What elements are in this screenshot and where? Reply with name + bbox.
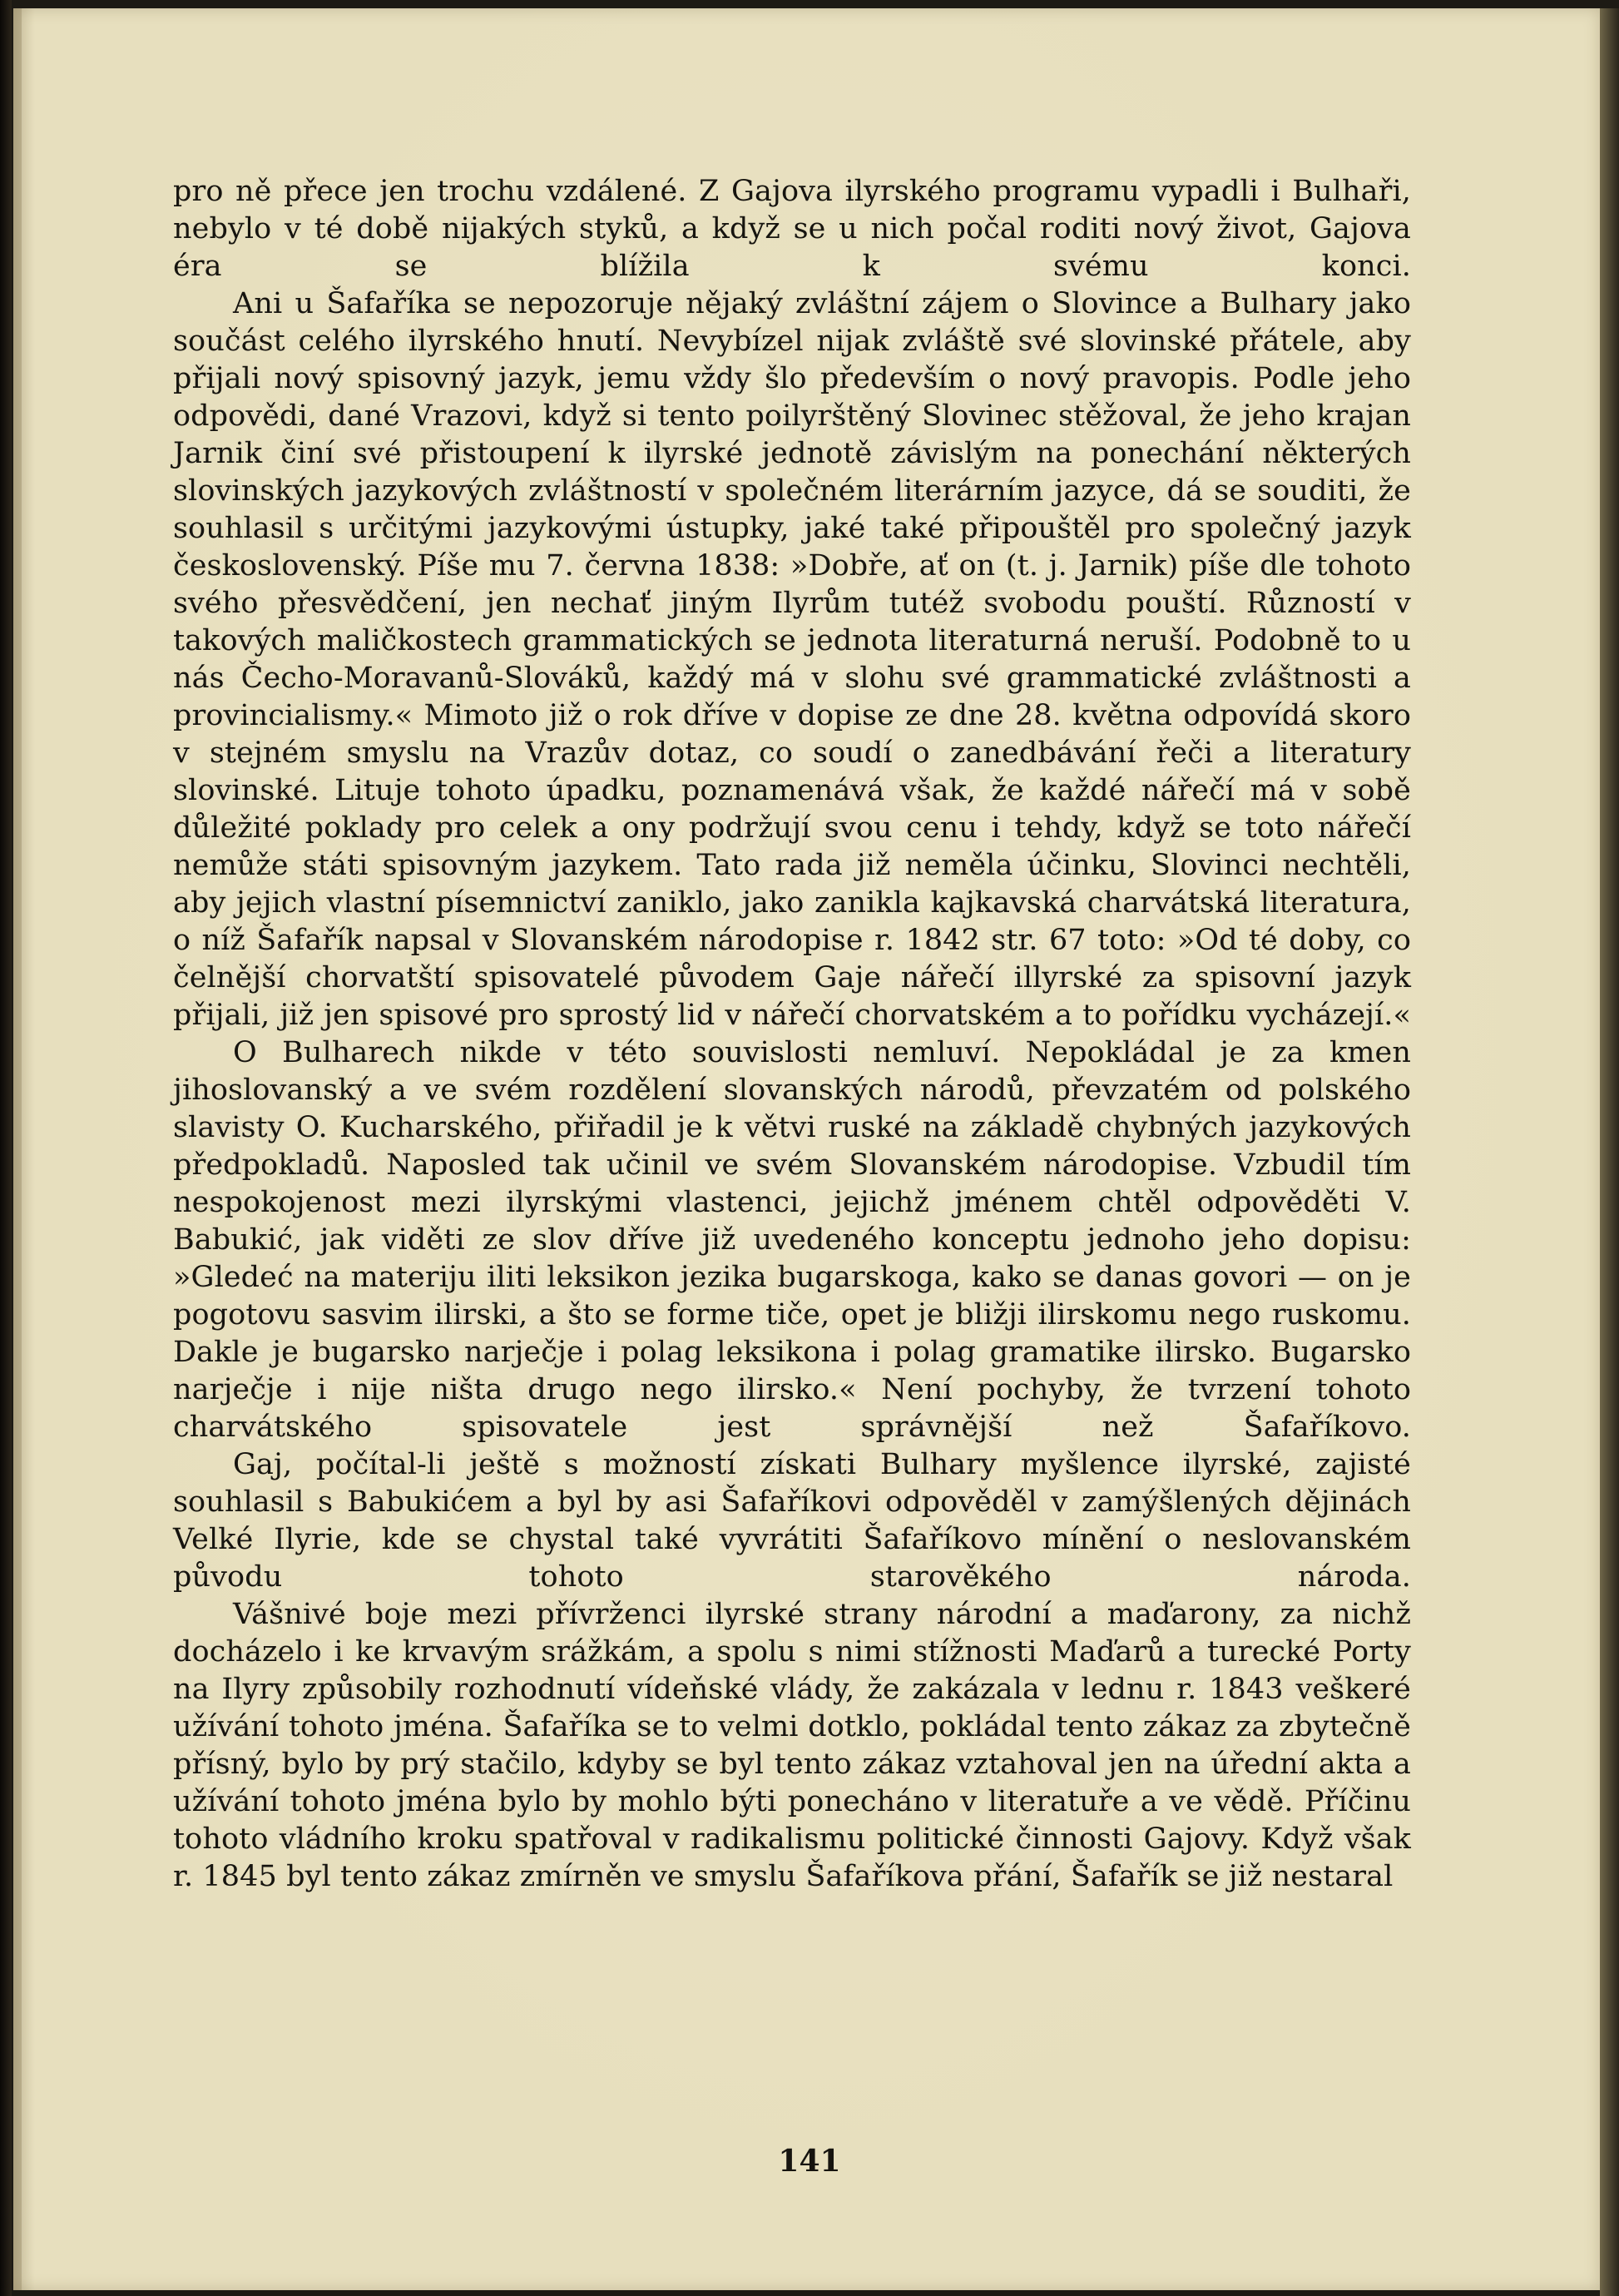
paragraph-boje: Vášnivé boje mezi přívrženci ilyrské strany národní a maďarony, za nichž docházelo i ke krvavým srážkám, a spolu s nimi stížnosti Maďarů a turecké Porty na Ilyry způsobily rozhodnutí vídeňské vlády, že zakázala v lednu r. 1843 veškeré užívání tohoto jména. Šafaříka se to velmi dotklo, pokládal tento zákaz za zbytečně přísný, bylo by prý stačilo, kdyby se byl tento zákaz vztahoval jen na úřední akta a užívání tohoto jména bylo by mohlo býti ponecháno v literatuře a ve vědě. Příčinu tohoto vládního kroku spatřoval v radikalismu politické činnosti Gajovy. Když však r. 1845 byl tento zákaz zmírněn ve smyslu Šafaříkova přání, Šafařík se již nestaral	[173, 1598, 1411, 1893]
paragraph-continuation: pro ně přece jen trochu vzdálené. Z Gajova ilyrského programu vypadli i Bulhaři, nebylo v té době nijakých styků, a když se u nich počal roditi nový život, Gajova éra se blížila k svému konci.	[173, 175, 1411, 283]
paragraph-bulhari: O Bulharech nikde v této souvislosti nemluví. Nepokládal je za kmen jihoslovanský a ve svém rozdělení slovanských národů, převzatém od polského slavisty O. Kucharského, přiřadil je k větvi ruské na základě chybných jazykových předpokladů. Naposled tak učinil ve svém Slovanském národopise. Vzbudil tím nespokojenost mezi ilyrskými vlastenci, jejichž jménem chtěl odpověděti V. Babukić, jak viděti ze slov dříve již uvedeného konceptu jednoho jeho dopisu: »Gledeć na materiju iliti leksikon jezika bugarskoga, kako se danas govori — on je pogotovu sasvim ilirski, a što se forme tiče, opet je bližji ilirskomu nego ruskomu. Dakle je bugarsko narječje i polag leksikona i polag gramatike ilirsko. Bugarsko narječje i nije ništa drugo nego ilirsko.« Není pochyby, že tvrzení tohoto charvátského spisovatele jest správnější než Šafaříkovo.	[173, 1036, 1411, 1444]
binding-edge	[0, 0, 12, 2296]
body-text	[173, 173, 1411, 1896]
page-edge	[1600, 8, 1619, 2296]
page-number: 141	[778, 2144, 841, 2179]
paragraph-gaj: Gaj, počítal-li ještě s možností získati Bulhary myšlence ilyrské, zajisté souhlasil s Babukićem a byl by asi Šafaříkovi odpověděl v zamýšlených dějinách Velké Ilyrie, kde se chystal také vyvrátiti Šafaříkovo mínění o neslovanském původu tohoto starověkého národa.	[173, 1448, 1411, 1594]
paragraph-safarik-slovinci: Ani u Šafaříka se nepozoruje nějaký zvláštní zájem o Slovince a Bulhary jako součást celého ilyrského hnutí. Nevybízel nijak zvláště své slovinské přátele, aby přijali nový spisovný jazyk, jemu vždy šlo především o nový pravopis. Podle jeho odpovědi, dané Vrazovi, když si tento poilyrštěný Slovinec stěžoval, že jeho krajan Jarnik činí své přistoupení k ilyrské jednotě závislým na ponechání některých slovinských jazykových zvláštností v společném literárním jazyce, dá se souditi, že souhlasil s určitými jazykovými ústupky, jaké také připouštěl pro společný jazyk československý. Píše mu 7. června 1838: »Dobře, ať on (t. j. Jarnik) píše dle tohoto svého přesvědčení, jen nechať jiným Ilyrům tutéž svobodu pouští. Růzností v takových maličkostech grammatických se jednota literaturná neruší. Podobně to u nás Čecho-Moravanů-Slováků, každý má v slohu své grammatické zvláštnosti a provincialismy.« Mimoto již o rok dříve v dopise ze dne 28. května odpovídá skoro v stejném smyslu na Vrazův dotaz, co soudí o zanedbávání řeči a literatury slovinské. Lituje tohoto úpadku, poznamenává však, že každé nářečí má v sobě důležité poklady pro celek a ony podržují svou cenu i tehdy, když se toto nářečí nemůže státi spisovným jazykem. Tato rada již neměla účinku, Slovinci nechtěli, aby jejich vlastní písemnictví zaniklo, jako zanikla kajkavská charvátská literatura, o níž Šafařík napsal v Slovanském národopise r. 1842 str. 67 toto: »Od té doby, co čelnější chorvatští spisovatelé původem Gaje nářečí illyrské za spisovní jazyk přijali, již jen spisové pro sprostý lid v nářečí chorvatském a to pořídku vycházejí.«	[173, 287, 1411, 1032]
gutter-shadow	[13, 8, 22, 2290]
